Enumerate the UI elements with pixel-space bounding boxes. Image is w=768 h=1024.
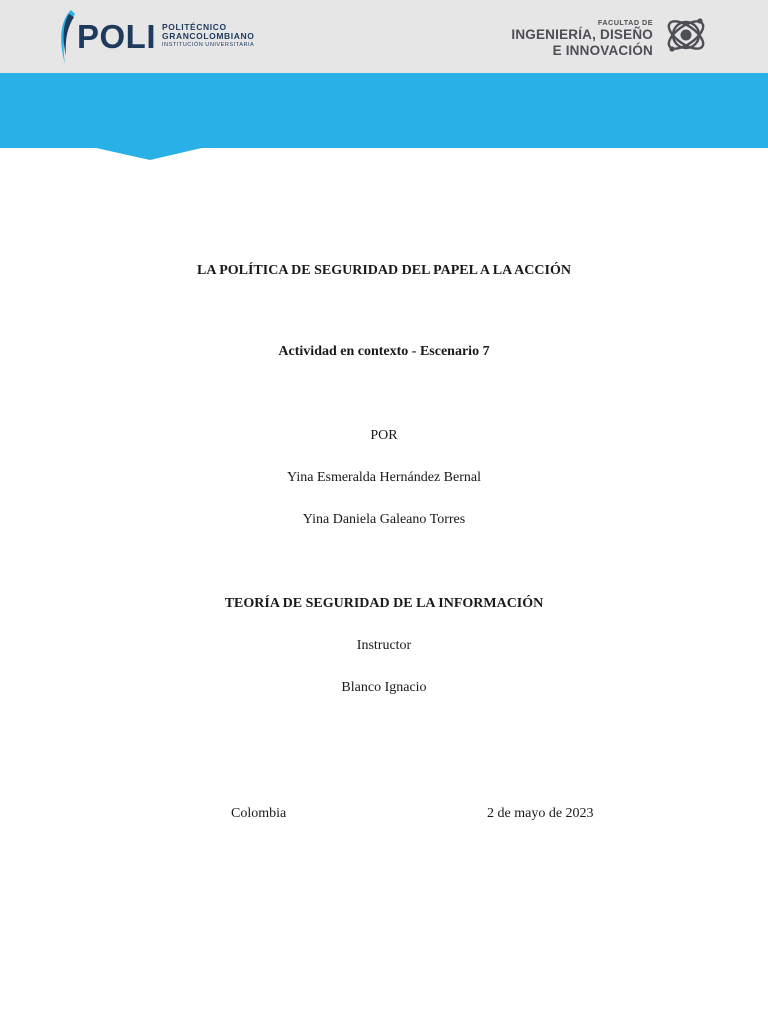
date: 2 de mayo de 2023 bbox=[487, 806, 594, 821]
instructor-name: Blanco Ignacio bbox=[341, 680, 427, 695]
faculty-line-1: FACULTAD DE bbox=[597, 18, 653, 27]
document-subtitle: Actividad en contexto - Escenario 7 bbox=[278, 344, 490, 359]
atom-icon bbox=[663, 12, 709, 58]
faculty-logo bbox=[510, 10, 715, 65]
poli-logo bbox=[55, 8, 265, 68]
faculty-line-2: INGENIERÍA, DISEÑO bbox=[511, 27, 653, 42]
author-2: Yina Daniela Galeano Torres bbox=[302, 512, 466, 527]
faculty-line-3: E INNOVACIÓN bbox=[552, 43, 653, 58]
document-title: LA POLÍTICA DE SEGURIDAD DEL PAPEL A LA ACCIÓN bbox=[197, 263, 571, 278]
header-blue-notch bbox=[0, 147, 768, 163]
poli-line-1: POLITÉCNICO bbox=[162, 22, 227, 32]
poli-wordmark: POLI bbox=[77, 18, 157, 55]
poli-line-3: INSTITUCIÓN UNIVERSITARIA bbox=[162, 42, 255, 48]
place: Colombia bbox=[231, 806, 287, 821]
author-1: Yina Esmeralda Hernández Bernal bbox=[287, 470, 481, 485]
by-label: POR bbox=[370, 428, 398, 443]
poli-line-2: GRANCOLOMBIANO bbox=[162, 31, 255, 41]
poli-institution-text bbox=[162, 23, 254, 49]
instructor-label: Instructor bbox=[356, 638, 412, 653]
faculty-text bbox=[511, 18, 653, 59]
header-blue-band bbox=[0, 73, 768, 148]
course-name: TEORÍA DE SEGURIDAD DE LA INFORMACIÓN bbox=[224, 596, 544, 611]
